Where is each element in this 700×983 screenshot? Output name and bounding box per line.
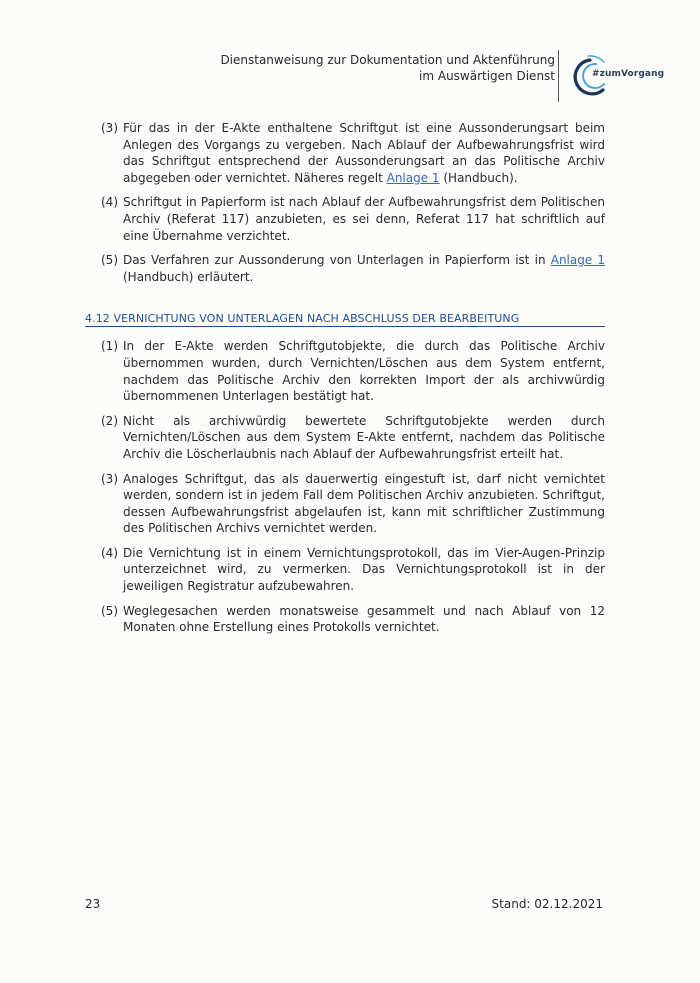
item-text: In der E-Akte werden Schriftgutobjekte, die durch das Politische Archiv übernommen wurden, durch Vernichten/Löschen aus dem System entfernt, nachdem das Politische Archiv den korrekten Import der als archivwürdig übernommenen Unterlagen bestätigt hat. [123,339,605,404]
list-item [85,545,605,595]
list-item [85,194,605,244]
document-header [220,52,555,84]
item-number: (4) [101,545,118,560]
item-text: Weglegesachen werden monatsweise gesammelt und nach Ablauf von 12 Monaten ohne Erstellung eines Protokolls vernichtet. [123,603,605,635]
document-body [85,120,605,644]
item-text: Nicht als archivwürdig bewertete Schriftgutobjekte werden durch Vernichten/Löschen aus dem System E-Akte entfernt, nachdem das Politische Archiv die Löscherlaubnis nach Ablauf der Aufbewahrungsfrist erteilt hat. [123,413,605,461]
list-item [85,252,605,285]
anlage-1-link[interactable]: Anlage 1 [550,253,606,268]
item-text: Das Verfahren zur Aussonderung von Unterlagen in Papierform ist in Anlage 1 (Handbuch) erläutert. [123,253,606,284]
item-number: (5) [101,253,118,268]
item-text: Für das in der E-Akte enthaltene Schriftgut ist eine Aussonderungsart beim Anlegen des Vorgangs zu vergeben. Nach Ablauf der Aufbewahrungsfrist wird das Schriftgut entsprechend der Aussonderungsart an das Politische Archiv abgegeben oder vernichtet. Näheres regelt Anlage 1 (Handbuch). [123,121,605,185]
header-title-line1: Dienstanweisung zur Dokumentation und Aktenführung [220,53,555,67]
header-divider [558,50,559,102]
item-text: Die Vernichtung ist in einem Vernichtungsprotokoll, das im Vier-Augen-Prinzip unterzeichnet wird, zu vermerken. Das Vernichtungsprotokoll ist in der jeweiligen Registratur aufzubewahren. [123,545,605,594]
anlage-1-link[interactable]: Anlage 1 [386,170,440,185]
item-number: (5) [101,603,118,618]
item-number: (4) [101,195,118,210]
document-date: Stand: 02.12.2021 [491,897,603,911]
list-item [85,338,605,404]
list-item [85,413,605,463]
list-item [85,471,605,537]
item-number: (2) [101,413,118,428]
item-text: Analoges Schriftgut, das als dauerwertig eingestuft ist, darf nicht vernichtet werden, sondern ist in jedem Fall dem Politischen Archiv anzubieten. Schriftgut, dessen Aufbewahrungsfrist abgelaufen ist, kann mit schriftlicher Zustimmung des Politischen Archivs vernichtet werden. [123,471,605,536]
list-item [85,603,605,636]
item-text: Schriftgut in Papierform ist nach Ablauf der Aufbewahrungsfrist dem Politischen Archiv (Referat 117) anzubieten, es sei denn, Referat 117 hat schriftlich auf eine Übernahme verzichtet. [123,195,605,243]
page-number: 23 [85,897,101,911]
logo-text: #zumVorgang [592,69,665,79]
header-title-line2: im Auswärtigen Dienst [419,69,555,83]
item-number: (1) [101,339,118,354]
list-item [85,120,605,186]
item-number: (3) [101,121,118,135]
section-heading: 4.12 VERNICHTUNG VON UNTERLAGEN NACH ABSCHLUSS DER BEARBEITUNG [85,312,605,327]
item-number: (3) [101,471,118,486]
